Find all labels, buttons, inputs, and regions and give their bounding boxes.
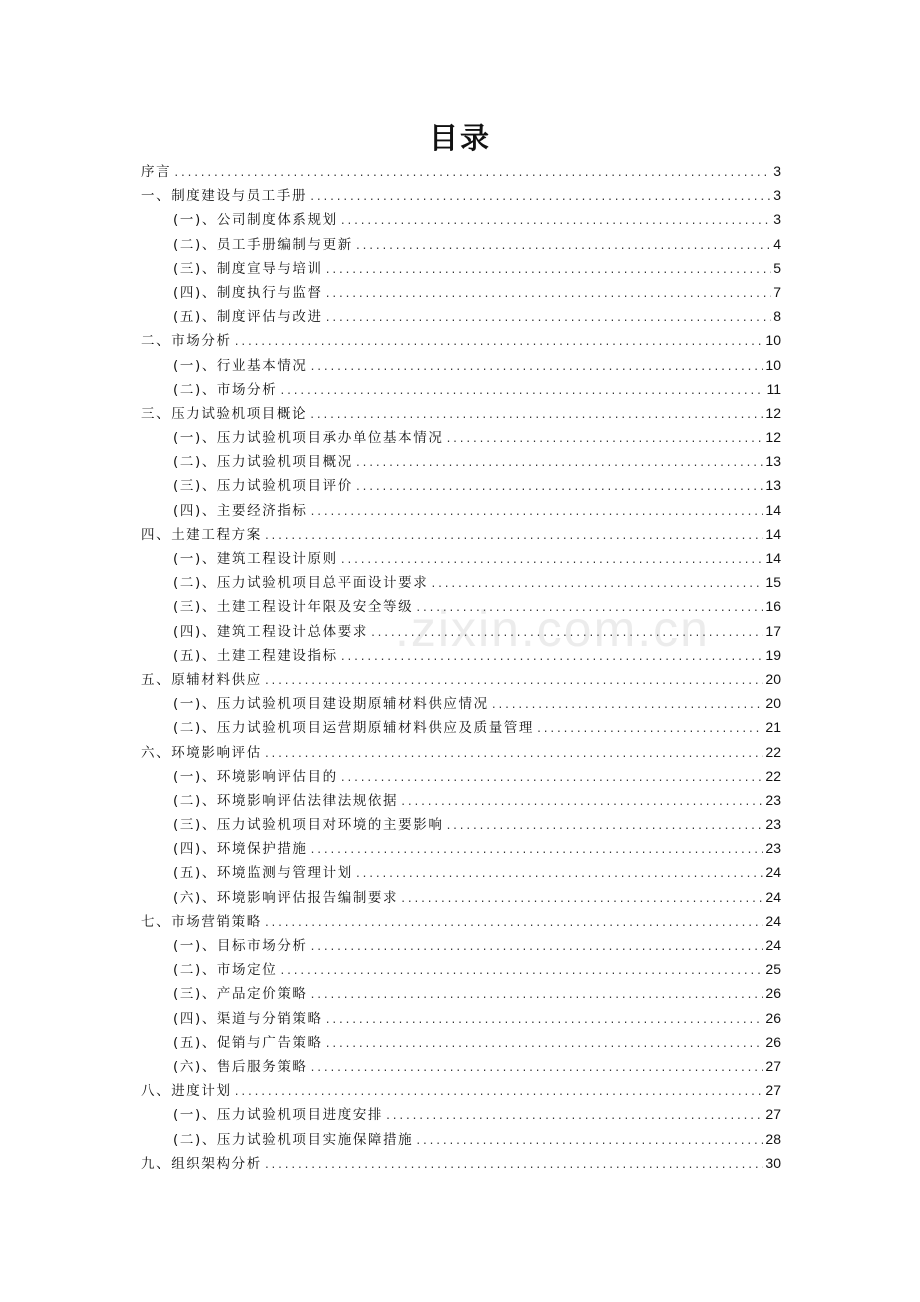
toc-entry[interactable]	[141, 1151, 781, 1175]
dot-leader	[310, 839, 764, 863]
toc-subentry[interactable]	[141, 836, 781, 860]
toc-entry-title: (六)、售后服务策略	[173, 1058, 308, 1075]
toc-entry-title: 九、组织架构分析	[141, 1155, 262, 1172]
dot-leader	[264, 1154, 764, 1178]
toc-page-number: 28	[765, 1130, 781, 1147]
dot-leader	[355, 863, 764, 887]
toc-page-number: 24	[765, 888, 781, 905]
toc-page-number: 20	[765, 670, 781, 687]
toc-entry-title: (一)、目标市场分析	[173, 938, 308, 954]
dot-leader	[430, 573, 763, 597]
toc-page-number: 3	[773, 211, 781, 228]
dot-leader	[310, 1057, 764, 1081]
toc-entry-title: 四、土建工程方案	[141, 526, 262, 543]
dot-leader	[325, 283, 772, 307]
dot-leader	[264, 525, 764, 549]
toc-entry-title: (三)、制度宣导与培训	[173, 260, 323, 277]
toc-page-number: 13	[765, 477, 781, 494]
toc-entry-title: (二)、市场定位	[173, 962, 278, 979]
toc-page-number: 22	[765, 743, 781, 760]
dot-leader	[355, 235, 771, 259]
toc-subentry[interactable]	[141, 933, 781, 957]
toc-page-number: 23	[765, 840, 781, 857]
toc-entry-title: (二)、压力试验机项目运营期原辅材料供应及质量管理	[173, 720, 535, 737]
dot-leader	[310, 501, 764, 525]
dot-leader	[234, 331, 764, 355]
toc-page-number: 12	[765, 429, 781, 446]
toc-page-number: 15	[765, 574, 781, 591]
dot-leader	[309, 186, 771, 210]
dot-leader	[310, 984, 764, 1008]
dot-leader	[340, 646, 764, 670]
toc-entry-title: (四)、环境保护措施	[173, 841, 308, 858]
toc-subentry[interactable]	[141, 207, 781, 231]
table-of-contents	[141, 159, 781, 1175]
toc-subentry[interactable]	[141, 981, 781, 1005]
toc-subentry[interactable]	[141, 643, 781, 667]
toc-entry-title: (一)、压力试验机项目进度安排	[173, 1107, 384, 1124]
dot-leader	[340, 767, 764, 791]
toc-entry-title: 序言	[141, 164, 172, 180]
dot-leader	[309, 404, 763, 428]
toc-subentry[interactable]	[141, 860, 781, 884]
toc-entry-title: 六、环境影响评估	[141, 744, 262, 761]
toc-entry-title: (一)、压力试验机项目承办单位基本情况	[173, 430, 444, 447]
dot-leader	[536, 718, 763, 742]
dot-leader	[264, 670, 764, 694]
toc-page-number: 8	[773, 308, 781, 325]
toc-entry-title: 一、制度建设与员工手册	[141, 188, 308, 205]
toc-page-number: 4	[773, 235, 781, 252]
dot-leader	[445, 815, 763, 839]
dot-leader	[325, 1009, 764, 1033]
dot-leader	[400, 791, 763, 815]
watermark: .zixin.com.cn	[395, 601, 710, 657]
dot-leader	[340, 210, 771, 234]
toc-entry-title: (三)、压力试验机项目对环境的主要影响	[173, 817, 444, 834]
dot-leader	[264, 743, 764, 767]
toc-page-number: 27	[765, 1106, 781, 1123]
toc-entry[interactable]	[141, 183, 781, 207]
toc-entry[interactable]	[141, 909, 781, 933]
toc-page-number: 14	[765, 525, 781, 542]
dot-leader	[325, 259, 772, 283]
toc-page-number: 3	[773, 163, 781, 179]
toc-entry-title: (六)、环境影响评估报告编制要求	[173, 889, 399, 906]
toc-page-number: 26	[765, 1009, 781, 1026]
toc-page-number: 24	[765, 864, 781, 881]
toc-subentry[interactable]	[141, 232, 781, 256]
toc-entry-title: (五)、制度评估与改进	[173, 309, 323, 326]
toc-entry[interactable]	[141, 328, 781, 352]
toc-subentry[interactable]	[141, 498, 781, 522]
toc-subentry[interactable]	[141, 1030, 781, 1054]
toc-entry-title: (二)、市场分析	[173, 381, 278, 398]
toc-entry-title: (一)、建筑工程设计原则	[173, 551, 338, 567]
toc-entry-title: 二、市场分析	[141, 333, 232, 350]
toc-entry-title: (五)、环境监测与管理计划	[173, 865, 353, 882]
toc-subentry[interactable]	[141, 1006, 781, 1030]
dot-leader	[264, 912, 764, 936]
toc-entry-title: (三)、压力试验机项目评价	[173, 478, 353, 495]
dot-leader	[325, 1033, 764, 1057]
toc-entry[interactable]	[141, 1078, 781, 1102]
toc-subentry[interactable]	[141, 885, 781, 909]
toc-page-number: 12	[765, 404, 781, 421]
toc-entry-title: (五)、土建工程建设指标	[173, 647, 338, 664]
toc-page-number: 7	[773, 283, 781, 300]
toc-entry-title: 三、压力试验机项目概论	[141, 405, 308, 422]
toc-subentry[interactable]	[141, 619, 781, 643]
toc-page-number: 24	[765, 937, 781, 953]
toc-subentry[interactable]	[141, 715, 781, 739]
toc-subentry[interactable]	[141, 812, 781, 836]
toc-entry-title: (三)、土建工程设计年限及安全等级	[173, 599, 414, 616]
toc-subentry[interactable]	[141, 304, 781, 328]
toc-page-number: 27	[765, 1057, 781, 1074]
toc-page-number: 14	[765, 501, 781, 518]
dot-leader	[279, 960, 763, 984]
toc-page-number: 23	[765, 816, 781, 833]
dot-leader	[445, 428, 763, 452]
toc-entry-title: (二)、环境影响评估法律法规依据	[173, 792, 399, 809]
toc-subentry[interactable]	[141, 957, 781, 981]
toc-subentry[interactable]	[141, 1054, 781, 1078]
dot-leader	[415, 597, 763, 621]
toc-subentry[interactable]	[141, 473, 781, 497]
toc-page-number: 24	[765, 912, 781, 929]
dot-leader	[279, 380, 764, 404]
toc-page-number: 26	[765, 1033, 781, 1050]
toc-page-number: 30	[765, 1154, 781, 1171]
toc-entry-title: (二)、压力试验机项目总平面设计要求	[173, 575, 429, 592]
dot-leader	[355, 476, 764, 500]
toc-entry-title: (四)、制度执行与监督	[173, 284, 323, 301]
toc-subentry[interactable]	[141, 546, 781, 570]
toc-entry-title: (一)、环境影响评估目的	[173, 768, 338, 785]
toc-page-number: 25	[765, 961, 781, 978]
toc-entry-title: 八、进度计划	[141, 1083, 232, 1100]
dot-leader	[385, 1105, 763, 1129]
toc-entry-title: (二)、压力试验机项目概况	[173, 454, 353, 471]
toc-entry-title: 五、原辅材料供应	[141, 671, 262, 688]
toc-entry-title: 七、市场营销策略	[141, 913, 262, 930]
toc-page-number: 19	[765, 646, 781, 663]
toc-page-number: 23	[765, 791, 781, 808]
toc-entry-title: (五)、促销与广告策略	[173, 1034, 323, 1051]
toc-entry[interactable]	[141, 159, 781, 183]
toc-entry-title: (一)、行业基本情况	[173, 357, 308, 374]
toc-page-number: 14	[765, 550, 781, 566]
toc-subentry[interactable]	[141, 1102, 781, 1126]
dot-leader	[173, 162, 771, 186]
toc-page-number: 22	[765, 767, 781, 784]
dot-leader	[415, 1130, 763, 1154]
toc-subentry[interactable]	[141, 353, 781, 377]
toc-entry-title: (四)、渠道与分销策略	[173, 1010, 323, 1027]
toc-subentry[interactable]	[141, 256, 781, 280]
toc-page-number: 20	[765, 695, 781, 712]
toc-page-number: 13	[765, 453, 781, 470]
toc-subentry[interactable]	[141, 377, 781, 401]
dot-leader	[370, 622, 763, 646]
toc-subentry[interactable]	[141, 1127, 781, 1151]
toc-subentry[interactable]	[141, 280, 781, 304]
toc-page-number: 17	[765, 622, 781, 639]
toc-entry[interactable]	[141, 740, 781, 764]
toc-page-number: 21	[765, 719, 781, 736]
toc-entry-title: (四)、主要经济指标	[173, 502, 308, 519]
dot-leader	[340, 549, 764, 573]
dot-leader	[491, 694, 764, 718]
toc-subentry[interactable]	[141, 764, 781, 788]
toc-page-number: 3	[773, 187, 781, 204]
toc-entry[interactable]	[141, 522, 781, 546]
dot-leader	[310, 936, 764, 960]
toc-entry[interactable]	[141, 667, 781, 691]
toc-subentry[interactable]	[141, 425, 781, 449]
toc-entry-title: (三)、产品定价策略	[173, 986, 308, 1003]
toc-entry-title: (一)、压力试验机项目建设期原辅材料供应情况	[173, 696, 489, 713]
toc-page-number: 26	[765, 985, 781, 1002]
dot-leader	[310, 356, 764, 380]
toc-subentry[interactable]	[141, 449, 781, 473]
toc-page-number: 16	[765, 598, 781, 615]
toc-page-number: 27	[765, 1082, 781, 1099]
toc-entry[interactable]	[141, 401, 781, 425]
toc-entry-title: (一)、公司制度体系规划	[173, 212, 338, 229]
toc-subentry[interactable]	[141, 788, 781, 812]
dot-leader	[400, 888, 763, 912]
dot-leader	[234, 1081, 764, 1105]
toc-subentry[interactable]	[141, 570, 781, 594]
toc-page-number: 10	[765, 356, 781, 373]
toc-page-number: 10	[765, 332, 781, 349]
toc-title: 目录	[428, 121, 491, 155]
dot-leader	[355, 452, 764, 476]
toc-entry-title: (四)、建筑工程设计总体要求	[173, 623, 368, 640]
toc-entry-title: (二)、压力试验机项目实施保障措施	[173, 1131, 414, 1148]
toc-subentry[interactable]	[141, 594, 781, 618]
toc-page-number: 11	[766, 380, 781, 397]
toc-subentry[interactable]	[141, 691, 781, 715]
toc-entry-title: (二)、员工手册编制与更新	[173, 236, 353, 253]
dot-leader	[325, 307, 772, 331]
toc-page-number: 5	[773, 259, 781, 276]
